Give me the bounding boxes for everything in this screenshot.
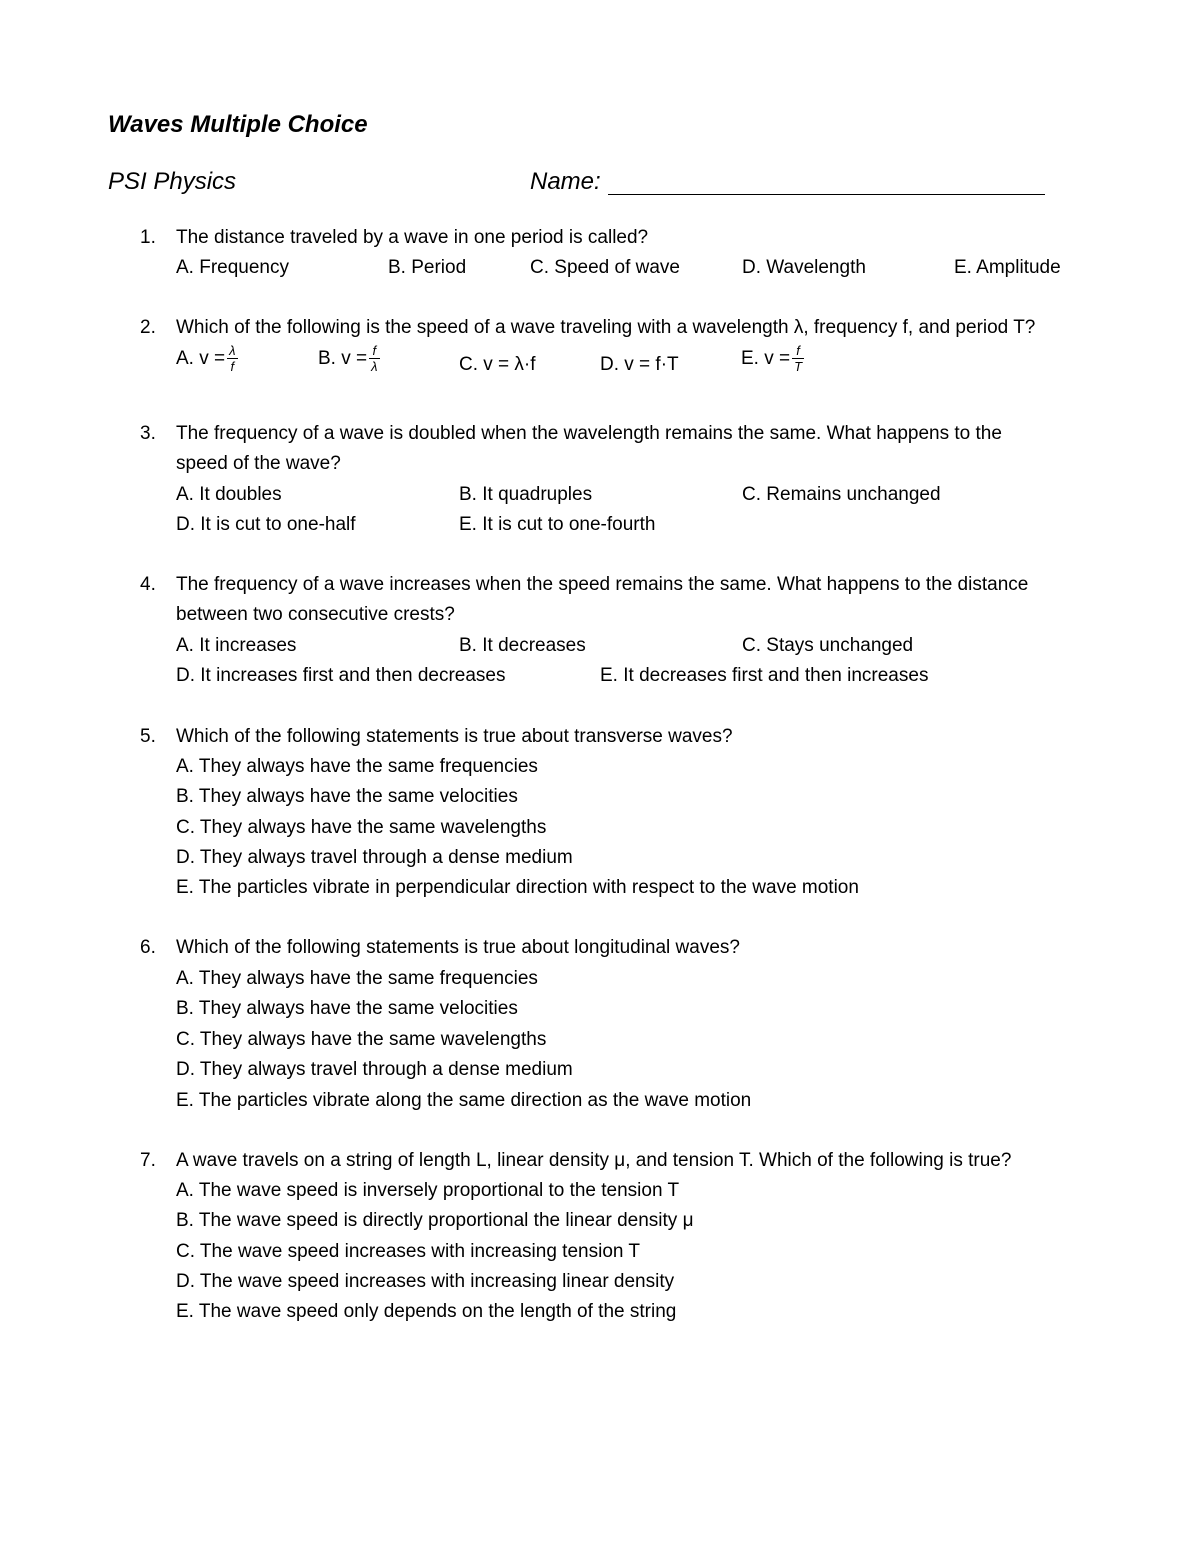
- option-a[interactable]: A. Frequency: [176, 257, 289, 278]
- option-c[interactable]: C. They always have the same wavelengths: [176, 817, 547, 838]
- option-c[interactable]: C. v = λ·f: [459, 354, 536, 375]
- option-a[interactable]: A. It doubles: [176, 484, 282, 505]
- option-e[interactable]: E. The particles vibrate in perpendicular direction with respect to the wave motion: [176, 877, 859, 898]
- option-d[interactable]: D. v = f·T: [600, 354, 679, 375]
- option-d[interactable]: D. It increases first and then decreases: [176, 665, 506, 686]
- option-d[interactable]: D. Wavelength: [742, 257, 866, 278]
- option-b[interactable]: B. It decreases: [459, 635, 586, 656]
- name-blank-line[interactable]: [608, 194, 1045, 195]
- fraction-numerator: λ: [229, 343, 236, 358]
- question-number: 4.: [140, 574, 156, 595]
- page-title: Waves Multiple Choice: [108, 111, 368, 138]
- fraction-lambda-over-f: [227, 344, 237, 373]
- option-a[interactable]: A. They always have the same frequencies: [176, 756, 538, 777]
- option-b-prefix: B. v =: [318, 348, 368, 369]
- course-label: PSI Physics: [108, 168, 237, 195]
- option-a-prefix: A. v =: [176, 348, 226, 369]
- name-label: Name:: [530, 168, 601, 195]
- option-c[interactable]: C. The wave speed increases with increasing tension T: [176, 1241, 640, 1262]
- fraction-denominator: T: [794, 359, 803, 374]
- fraction-numerator: f: [792, 344, 804, 359]
- fraction-denominator: λ: [371, 359, 378, 374]
- option-c[interactable]: C. Speed of wave: [530, 257, 680, 278]
- option-c[interactable]: C. Remains unchanged: [742, 484, 941, 505]
- question-stem-line-1: The frequency of a wave increases when the speed remains the same. What happens to the distance: [176, 574, 1029, 595]
- fraction-f-over-lambda: [369, 344, 379, 373]
- question-number: 3.: [140, 423, 156, 444]
- option-c[interactable]: C. Stays unchanged: [742, 635, 914, 656]
- option-e-prefix: E. v =: [741, 348, 791, 369]
- option-a[interactable]: A. They always have the same frequencies: [176, 968, 538, 989]
- option-a[interactable]: [176, 344, 238, 373]
- fraction-f-over-t: [792, 344, 804, 373]
- option-a[interactable]: A. The wave speed is inversely proportional to the tension T: [176, 1180, 680, 1201]
- option-e[interactable]: E. The particles vibrate along the same direction as the wave motion: [176, 1090, 752, 1111]
- option-e[interactable]: E. Amplitude: [954, 257, 1061, 278]
- question-stem: A wave travels on a string of length L, linear density μ, and tension T. Which of the following is true?: [176, 1150, 1012, 1171]
- option-e[interactable]: E. It is cut to one-fourth: [459, 514, 656, 535]
- question-number: 2.: [140, 317, 156, 338]
- option-b[interactable]: B. They always have the same velocities: [176, 786, 518, 807]
- question-stem: Which of the following statements is true about longitudinal waves?: [176, 937, 740, 958]
- option-b[interactable]: B. The wave speed is directly proportional the linear density μ: [176, 1210, 694, 1231]
- question-stem-line-1: The frequency of a wave is doubled when the wavelength remains the same. What happens to the: [176, 423, 1002, 444]
- question-stem-line-2: speed of the wave?: [176, 453, 341, 474]
- option-c[interactable]: C. They always have the same wavelengths: [176, 1029, 547, 1050]
- option-e[interactable]: E. It decreases first and then increases: [600, 665, 929, 686]
- fraction-denominator: f: [230, 359, 235, 374]
- option-d[interactable]: D. They always travel through a dense medium: [176, 1059, 573, 1080]
- option-d[interactable]: D. The wave speed increases with increasing linear density: [176, 1271, 675, 1292]
- option-a[interactable]: A. It increases: [176, 635, 297, 656]
- option-d[interactable]: D. They always travel through a dense medium: [176, 847, 573, 868]
- option-b[interactable]: B. Period: [388, 257, 467, 278]
- option-d[interactable]: D. It is cut to one-half: [176, 514, 356, 535]
- question-stem-line-2: between two consecutive crests?: [176, 604, 455, 625]
- option-e[interactable]: [741, 344, 804, 373]
- option-e[interactable]: E. The wave speed only depends on the length of the string: [176, 1301, 677, 1322]
- option-b[interactable]: B. It quadruples: [459, 484, 593, 505]
- question-number: 6.: [140, 937, 156, 958]
- question-stem: The distance traveled by a wave in one period is called?: [176, 227, 649, 248]
- option-b[interactable]: B. They always have the same velocities: [176, 998, 518, 1019]
- option-b[interactable]: [318, 344, 380, 373]
- question-stem: Which of the following is the speed of a wave traveling with a wavelength λ, frequency f, and period T?: [176, 317, 1036, 338]
- fraction-numerator: f: [369, 344, 379, 359]
- question-stem: Which of the following statements is true about transverse waves?: [176, 726, 733, 747]
- question-number: 5.: [140, 726, 156, 747]
- question-number: 1.: [140, 227, 156, 248]
- question-number: 7.: [140, 1150, 156, 1171]
